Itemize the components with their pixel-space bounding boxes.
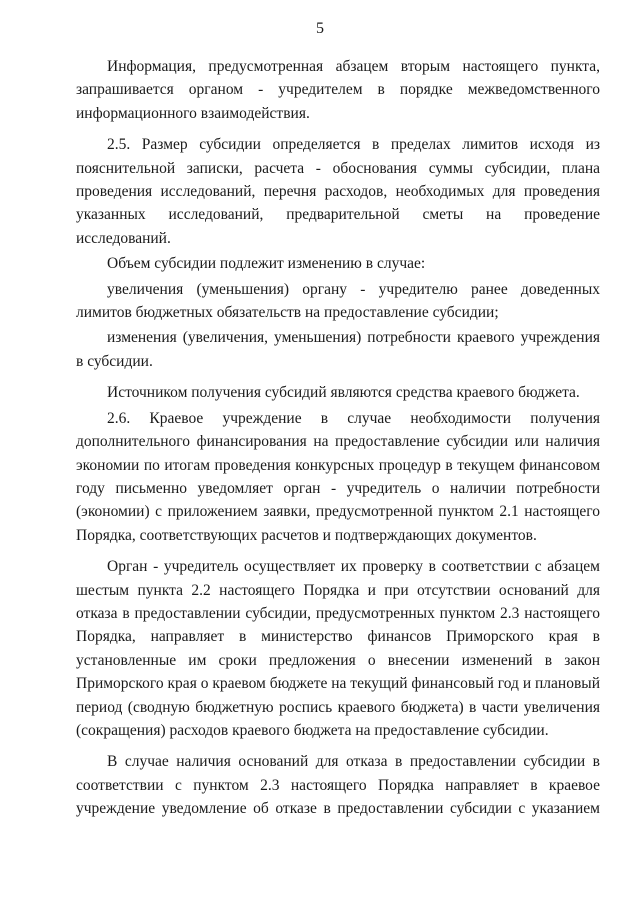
paragraph-refusal-notice: В случае наличия оснований для отказа в предоставлении субсидии в соответствии с пунктом 2.3 настоящего Порядка направляет в краевое учреждение уведомление об отказе в предоставлении субсидии с указанием — [76, 753, 600, 818]
document-body — [76, 55, 600, 821]
paragraph-2-6-additional-funding: 2.6. Краевое учреждение в случае необходимости получения дополнительного финансирования на предоставление субсидии или наличия экономии по итогам проведения конкурсных процедур в текущем финансовом году письменно уведомляет орган - учредитель о наличии потребности (экономии) с приложением заявки, предусмотренной пунктом 2.1 настоящего Порядка, соответствующих расчетов и подтверждающих документов. — [76, 409, 600, 544]
paragraph-2-5-subsidy-size: 2.5. Размер субсидии определяется в пределах лимитов исходя из пояснительной записки, расчета - обоснования суммы субсидии, плана проведения исследований, перечня расходов, необходимых для проведения указанных исследований, предварительной сметы на проведение исследований. — [76, 136, 600, 247]
paragraph-founder-review: Орган - учредитель осуществляет их проверку в соответствии с абзацем шестым пункта 2.2 настоящего Порядка и при отсутствии оснований для отказа в предоставлении субсидии, предусмотренных пунктом 2.3 настоящего Порядка, направляет в министерство финансов Приморского края в установленные им сроки предложения о внесении изменений в закон Приморского края о краевом бюджете на текущий финансовый год и плановый период (сводную бюджетную роспись краевого бюджета) в части увеличения (сокращения) расходов краевого бюджета на предоставление субсидии. — [76, 558, 600, 739]
paragraph-need-change: изменения (увеличения, уменьшения) потребности краевого учреждения в субсидии. — [76, 329, 600, 370]
paragraph-limits-change: увеличения (уменьшения) органу - учредителю ранее доведенных лимитов бюджетных обязательств на предоставление субсидии; — [76, 280, 600, 322]
page-number: 5 — [316, 20, 324, 37]
paragraph-info-request: Информация, предусмотренная абзацем вторым настоящего пункта, запрашивается органом - учредителем в порядке межведомственного информационного взаимодействия. — [76, 58, 600, 122]
paragraph-subsidy-source: Источником получения субсидий являются средства краевого бюджета. — [107, 384, 580, 402]
paragraph-subsidy-change-cases: Объем субсидии подлежит изменению в случае: — [107, 255, 426, 273]
